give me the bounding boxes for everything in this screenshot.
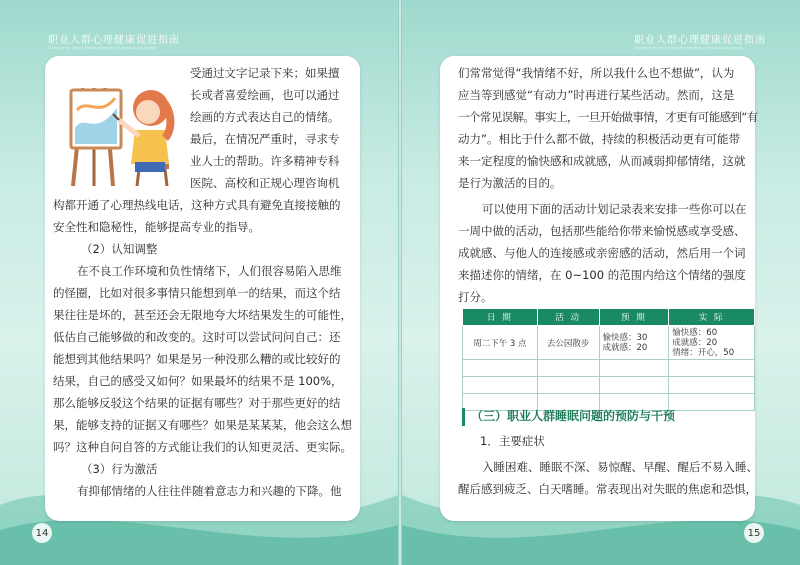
text-line: 医院、高校和正规心理咨询机 [190, 176, 340, 190]
content-card [440, 56, 758, 521]
text-line: 来一定程度的愉快感和成就感，从而减弱抑郁情绪，这就 [458, 154, 746, 168]
page-number: 15 [744, 523, 764, 543]
text-line: 成就感、与他人的连接感或亲密感的活动，然后用一个词 [458, 246, 746, 260]
section-heading-bar [462, 408, 755, 426]
banner-title: 职业人群心理健康促进指南 [634, 34, 766, 46]
actual-pleasure: 愉快感：60 [672, 327, 718, 338]
cell-date: 周二下午 3 点 [463, 326, 538, 360]
text-line: 吗？这种自问自答的方式能让我们的认知更灵活、更实际。 [53, 440, 352, 454]
banner-subtitle: Guideline for mental health promotion of occupational groups [48, 45, 157, 50]
text-line: 的怪圈，比如对很多事情只能想到单一的结果，而这个结 [53, 286, 341, 300]
text-line: 动力”。相比于什么都不做，持续的积极活动更有可能带 [458, 132, 740, 146]
cell-activity: 去公园散步 [537, 326, 599, 360]
text-line: 绘画的方式表达自己的情绪。 [190, 110, 340, 124]
painting-girl-illustration [65, 68, 183, 188]
actual-achievement: 成就感：20 [672, 337, 718, 348]
expected-pleasure: 愉快感：30 [602, 332, 648, 343]
text-line: 业人士的帮助。许多精神专科 [190, 154, 340, 168]
banner-subtitle: Guideline for mental health promotion of occupational groups [634, 45, 743, 50]
cell-expected [599, 326, 669, 360]
text-line: 在不良工作环境和负性情绪下，人们很容易陷入思维 [77, 264, 342, 278]
text-line: 那么能够反驳这个结果的证据有哪些？对于那些更好的结 [53, 396, 341, 410]
table-row [463, 360, 755, 377]
actual-mood: 情绪：开心，50 [672, 347, 735, 358]
table-header-row [463, 309, 755, 326]
page-banner [48, 34, 180, 52]
text-line: 一周中做的活动，包括那些能给你带来愉悦感或享受感、 [458, 224, 746, 238]
content-card [45, 56, 360, 521]
text-line: 结果，自己的感受又如何？如果最坏的结果不是 100%， [53, 374, 343, 388]
text-line: 来描述你的情绪，在 0~100 的范围内给这个情绪的强度 [458, 268, 746, 282]
expected-achievement: 成就感：20 [602, 342, 648, 353]
text-line: 安全性和隐秘性，能够提高专业的指导。 [53, 220, 260, 234]
text-line: 入睡困难、睡眠不深、易惊醒、早醒、醒后不易入睡、 [482, 460, 758, 474]
subsection-heading: （2）认知调整 [81, 242, 158, 256]
text-line: 最后，在情况严重时，寻求专 [190, 132, 340, 146]
left-page [0, 0, 398, 565]
table-row [463, 377, 755, 394]
text-line: 果往往是坏的，甚至还会无限地夸大坏结果发生的可能性， [53, 308, 352, 322]
text-line: 果，能够支持的证据又有哪些？如果是某某某，他会这么想 [53, 418, 352, 432]
page-banner [634, 34, 766, 52]
text-line: 能想到其他结果吗？如果是另一种没那么糟的或比较好的 [53, 352, 341, 366]
sub-heading: 1．主要症状 [480, 434, 545, 448]
column-header-actual: 实 际 [669, 309, 755, 326]
activity-plan-table [462, 308, 755, 411]
text-line: 低估自己能够做的和改变的。这时可以尝试问问自己：还 [53, 330, 341, 344]
page-number: 14 [32, 523, 52, 543]
column-header-activity: 活 动 [537, 309, 599, 326]
column-header-date: 日 期 [463, 309, 538, 326]
text-line: 受通过文字记录下来；如果擅 [190, 66, 340, 80]
text-line: 是行为激活的目的。 [458, 176, 562, 190]
section-heading: （三）职业人群睡眠问题的预防与干预 [471, 409, 676, 423]
banner-title: 职业人群心理健康促进指南 [48, 34, 180, 46]
cell-actual [669, 326, 755, 360]
text-line: 醒后感到疲乏、白天嗜睡。常表现出对失眠的焦虑和恐惧， [458, 482, 757, 496]
right-page [402, 0, 800, 565]
text-line: 一个常见误解。事实上，一旦开始做事情，才更有可能感到“有 [458, 110, 758, 124]
text-line: 应当等到感觉“有动力”时再进行某些活动。然而，这是 [458, 88, 735, 102]
column-header-expected: 预 期 [599, 309, 669, 326]
table-row [463, 326, 755, 360]
text-line: 打分。 [458, 290, 493, 304]
text-line: 长或者喜爱绘画，也可以通过 [190, 88, 340, 102]
text-line: 们常常觉得“我情绪不好，所以我什么也不想做”，认为 [458, 66, 735, 80]
text-line: 可以使用下面的活动计划记录表来安排一些你可以在 [482, 202, 747, 216]
text-line: 有抑郁情绪的人往往伴随着意志力和兴趣的下降。他 [77, 484, 342, 498]
subsection-heading: （3）行为激活 [81, 462, 158, 476]
text-line: 构都开通了心理热线电话，这种方式具有避免直接接触的 [53, 198, 341, 212]
